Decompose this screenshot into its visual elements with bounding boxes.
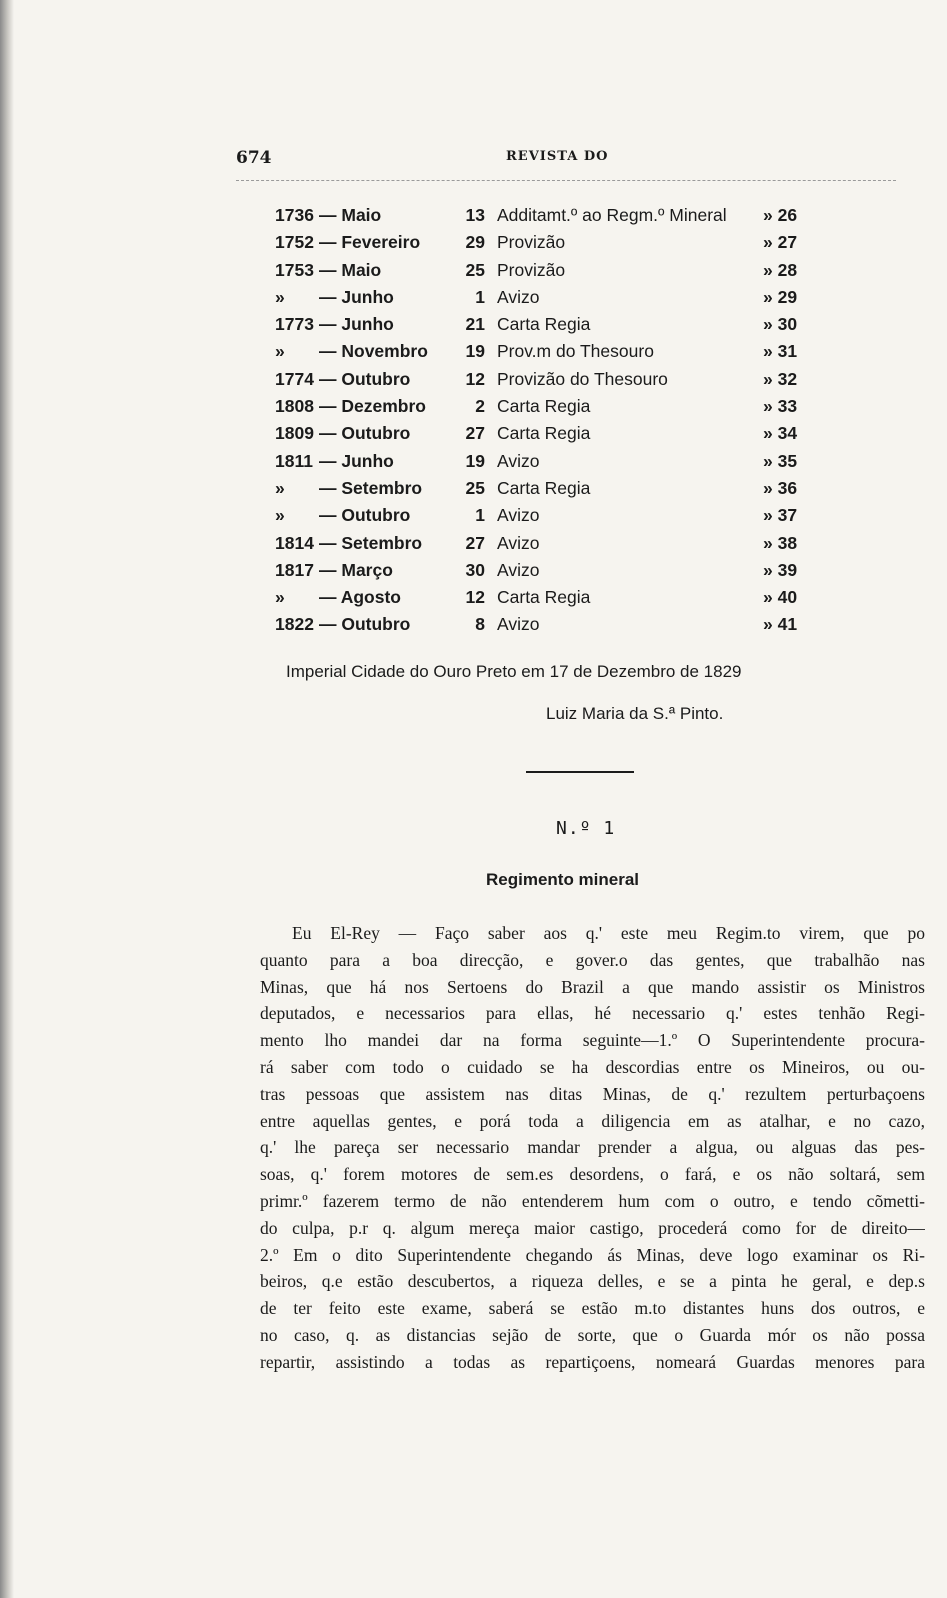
index-number: » 26 <box>763 205 798 225</box>
index-month: — Dezembro <box>319 396 426 417</box>
index-document: Carta Regia <box>497 314 591 335</box>
index-row <box>275 560 815 587</box>
text-line: beiros, q.e estão descubertos, a riqueza delles, e se a pinta he geral, e dep.s <box>260 1271 925 1292</box>
index-year: 1773 <box>275 314 314 335</box>
index-month: — Outubro <box>319 423 411 444</box>
text-line: tras pessoas que assistem nas ditas Minas, de q.' rezultem perturbaçoens <box>260 1083 925 1104</box>
index-month: — Novembro <box>319 341 428 362</box>
index-year: 1814 <box>275 532 314 553</box>
text-line: do culpa, p.r q. algum mereça maior castigo, procederá como for de direito— <box>260 1217 925 1238</box>
index-month: — Setembro <box>319 532 423 553</box>
index-year: 1809 <box>275 423 314 444</box>
index-row <box>275 533 815 560</box>
text-line: deputados, e necessarios para ellas, hé necessario q.' estes tenhão Regi- <box>260 1003 925 1024</box>
index-year: 1753 <box>275 259 314 280</box>
index-document: Carta Regia <box>497 477 591 498</box>
index-day: 21 <box>465 314 485 335</box>
index-document: Avizo <box>497 614 540 635</box>
index-number: » 37 <box>763 505 798 526</box>
index-day: 27 <box>465 423 485 444</box>
index-row <box>275 232 815 259</box>
index-month: — Junho <box>319 314 394 335</box>
index-year: » <box>275 505 285 526</box>
index-row <box>275 369 815 396</box>
header-rule <box>236 180 896 181</box>
text-line: entre aquellas gentes, e porá toda a diligencia em as atalhar, e no cazo, <box>260 1110 925 1131</box>
index-row <box>275 341 815 368</box>
index-day: 8 <box>475 614 485 635</box>
body-text <box>260 920 925 1376</box>
index-number: » 38 <box>763 532 798 553</box>
index-row <box>275 205 815 232</box>
index-number: » 30 <box>763 314 798 335</box>
index-row <box>275 396 815 423</box>
index-number: » 34 <box>763 423 798 444</box>
index-document: Avizo <box>497 559 540 580</box>
page-header <box>236 148 896 172</box>
index-number: » 35 <box>763 450 798 471</box>
index-month: — Outubro <box>319 614 411 635</box>
index-day: 30 <box>465 559 485 580</box>
signature: Luiz Maria da S.ª Pinto. <box>546 704 724 723</box>
index-day: 19 <box>465 341 485 362</box>
index-document: Carta Regia <box>497 587 591 608</box>
index-number: » 32 <box>763 368 798 389</box>
place-date-line: Imperial Cidade do Ouro Preto em 17 de Dezembro de 1829 <box>286 662 742 681</box>
index-month: — Maio <box>319 259 382 280</box>
index-day: 1 <box>475 286 485 307</box>
index-year: 1817 <box>275 559 314 580</box>
index-year: 1774 <box>275 368 314 389</box>
index-month: — Agosto <box>319 587 401 608</box>
index-year: 1736 <box>275 205 314 225</box>
index-month: — Outubro <box>319 368 411 389</box>
index-month: — Fevereiro <box>319 232 421 253</box>
page-number: 674 <box>236 148 272 168</box>
index-document: Provizão do Thesouro <box>497 368 668 389</box>
index-year: 1811 <box>275 450 313 471</box>
index-row <box>275 287 815 314</box>
index-year: » <box>275 286 285 307</box>
index-year: 1752 <box>275 232 314 253</box>
text-line: Eu El-Rey — Faço saber aos q.' este meu Regim.to virem, que po <box>292 923 925 943</box>
index-year: 1822 <box>275 614 314 635</box>
index-document: Avizo <box>497 450 540 471</box>
index-document: Carta Regia <box>497 396 591 417</box>
index-year: » <box>275 587 285 608</box>
running-head: REVISTA DO <box>506 149 609 164</box>
index-number: » 33 <box>763 396 798 417</box>
text-line: Minas, que há nos Sertoens do Brazil a que mando assistir os Ministros <box>260 976 925 997</box>
text-line: quanto para a boa direcção, e gover.o das gentes, que trabalhão nas <box>260 949 925 970</box>
index-document: Avizo <box>497 505 540 526</box>
index-row <box>275 614 815 641</box>
index-row <box>275 478 815 505</box>
index-month: — Março <box>319 559 393 580</box>
text-line: primr.º fazerem termo de não entenderem hum com o outro, e tendo cõmetti- <box>260 1190 925 1211</box>
index-document: Provizão <box>497 232 566 253</box>
index-document: Avizo <box>497 532 540 553</box>
section-divider <box>526 771 634 773</box>
text-line: 2.º Em o dito Superintendente chegando ás Minas, deve logo examinar os Ri- <box>260 1244 925 1265</box>
index-number: » 28 <box>763 259 798 280</box>
index-year: 1808 <box>275 396 314 417</box>
index-day: 1 <box>475 505 485 526</box>
index-row <box>275 314 815 341</box>
index-month: — Outubro <box>319 505 411 526</box>
index-number: » 27 <box>763 232 798 253</box>
index-year: » <box>275 477 285 498</box>
index-month: — Junho <box>319 286 394 307</box>
text-line: mento lho mandei dar na forma seguinte—1.º O Superintendente procura- <box>260 1030 925 1051</box>
index-month: — Maio <box>319 205 382 225</box>
index-row <box>275 260 815 287</box>
book-spine-edge <box>0 0 14 1598</box>
index-number: » 39 <box>763 559 798 580</box>
index-row <box>275 423 815 450</box>
text-line: de ter feito este exame, saberá se estão m.to distantes huns dos outros, e <box>260 1298 925 1319</box>
index-day: 12 <box>465 587 485 608</box>
index-month: — Setembro <box>319 477 423 498</box>
index-day: 12 <box>465 368 485 389</box>
index-row <box>275 587 815 614</box>
index-document: Avizo <box>497 286 540 307</box>
index-row <box>275 505 815 532</box>
index-day: 19 <box>465 450 485 471</box>
index-day: 29 <box>465 232 485 253</box>
index-day: 13 <box>465 205 485 225</box>
index-number: » 40 <box>763 587 798 608</box>
index-document: Prov.m do Thesouro <box>497 341 654 362</box>
index-document: Additamt.º ao Regm.º Mineral <box>497 205 727 225</box>
index-document: Provizão <box>497 259 566 280</box>
text-line: no caso, q. as distancias sejão de sorte, que o Guarda mór os não possa <box>260 1324 925 1345</box>
text-line: soas, q.' forem motores de sem.es desordens, o fará, e os não soltará, sem <box>260 1164 925 1185</box>
document-title: Regimento mineral <box>486 870 640 889</box>
index-day: 2 <box>475 396 485 417</box>
text-line: q.' lhe pareça ser necessario mandar prender a algua, ou alguas das pes- <box>260 1137 925 1158</box>
index-number: » 31 <box>763 341 798 362</box>
index-month: — Junho <box>319 450 394 471</box>
document-index-table <box>275 205 815 642</box>
document-number: N.º 1 <box>556 818 616 839</box>
index-day: 25 <box>465 477 485 498</box>
index-document: Carta Regia <box>497 423 591 444</box>
index-number: » 29 <box>763 286 798 307</box>
text-line: rá saber com todo o cuidado se ha descordias entre os Mineiros, ou ou- <box>260 1056 925 1077</box>
index-day: 27 <box>465 532 485 553</box>
index-number: » 36 <box>763 477 798 498</box>
text-line: repartir, assistindo a todas as repartiçoens, nomeará Guardas menores para <box>260 1351 925 1372</box>
index-year: » <box>275 341 285 362</box>
index-day: 25 <box>465 259 485 280</box>
index-number: » 41 <box>763 614 798 635</box>
index-row <box>275 451 815 478</box>
